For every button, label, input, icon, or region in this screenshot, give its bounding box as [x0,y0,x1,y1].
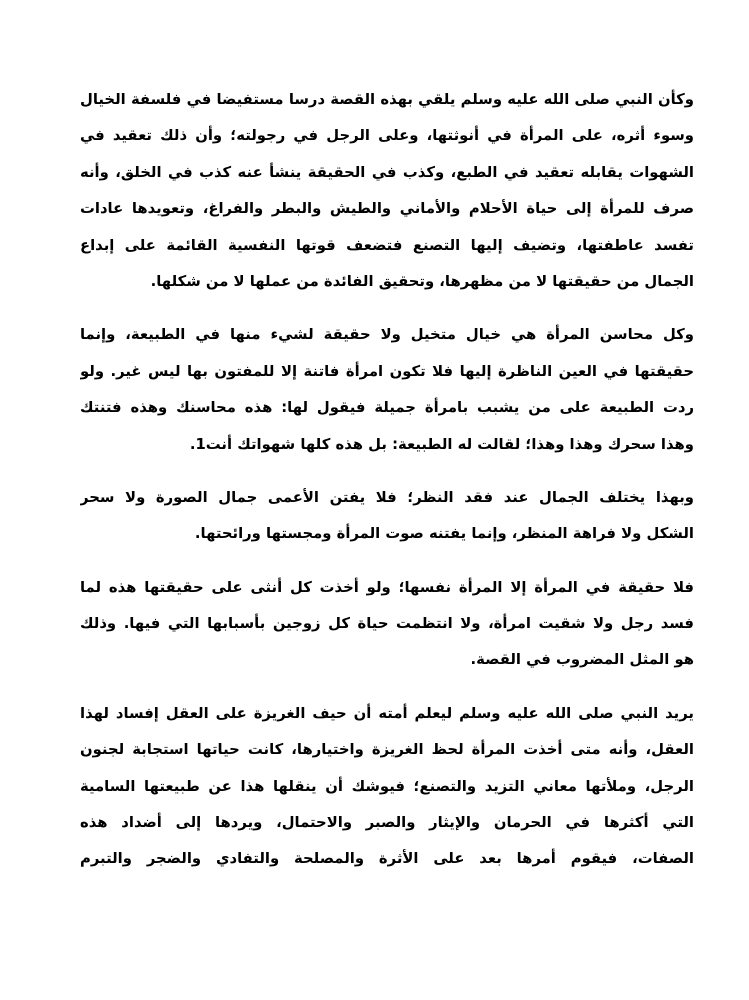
paragraph-1 [80,82,694,300]
text-line: التي أكثرها في الحرمان والإيثار والصبر والاحتمال، ويردها إلى أضداد هذه [80,814,694,832]
text-line: يريد النبي صلى الله عليه وسلم ليعلم أمته أن حيف الغريزة على العقل إفساد لهذا [80,704,694,722]
text-line: وسوء أثره، على المرأة في أنوثتها، وعلى الرجل في رجولته؛ وأن ذلك تعقيد في [80,127,694,145]
text-line: وكل محاسن المرأة هي خيال متخيل ولا حقيقة لشيء منها في الطبيعة، وإنما [80,326,694,344]
paragraph-3 [80,480,694,553]
text-line: حقيقتها في العين الناظرة إليها فلا تكون امرأة فاتنة إلا للمفتون بها ليس غير. ولو [80,362,694,380]
paragraph-4 [80,570,694,679]
paragraph-2 [80,317,694,463]
text-line: الشهوات يقابله تعقيد في الطبع، وكذب في الحقيقة ينشأ عنه كذب في الخلق، وأنه [80,163,694,181]
text-line: تفسد عاطفتها، وتضيف إليها التصنع فتضعف قوتها النفسية القائمة على إبداع [80,236,694,254]
text-line: وبهذا يختلف الجمال عند فقد النظر؛ فلا يفتن الأعمى جمال الصورة ولا سحر [80,488,694,506]
text-line: فسد رجل ولا شقيت امرأة، ولا انتظمت حياة كل زوجين بأسبابها التي فيها. وذلك [80,615,694,633]
text-line: صرف للمرأة إلى حياة الأحلام والأماني والطيش والبطر والفراغ، وتعويدها عادات [80,200,694,218]
text-line: وهذا سحرك وهذا وهذا؛ لقالت له الطبيعة: بل هذه كلها شهواتك أنت1. [189,435,694,453]
text-line: الرجل، وملأتها معاني التزيد والتصنع؛ فيوشك أن ينقلها هذا عن طبيعتها السامية [80,777,694,795]
text-line: ردت الطبيعة على من يشبب بامرأة جميلة فيقول لها: هذه محاسنك وهذه فتنتك [80,399,694,417]
text-line: الشكل ولا فراهة المنظر، وإنما يفتنه صوت المرأة ومجستها ورائحتها. [194,525,694,543]
paragraph-5 [80,696,694,878]
text-line: الصفات، فيقوم أمرها بعد على الأثرة والمصلحة والتفادي والضجر والتبرم [80,850,694,868]
text-line: هو المثل المضروب في القصة. [470,651,694,669]
text-line: وكأن النبي صلى الله عليه وسلم يلقي بهذه القصة درسا مستفيضا في فلسفة الخيال [80,91,694,108]
text-line: الجمال من حقيقتها لا من مظهرها، وتحقيق الفائدة من عملها لا من شكلها. [150,272,694,290]
document-text [80,82,694,895]
text-line: فلا حقيقة في المرأة إلا المرأة نفسها؛ ولو أخذت كل أنثى على حقيقتها هذه لما [80,578,694,596]
text-line: العقل، وأنه متى أخذت المرأة لحظ الغريزة واختيارها، كانت حياتها استجابة لجنون [80,741,694,759]
